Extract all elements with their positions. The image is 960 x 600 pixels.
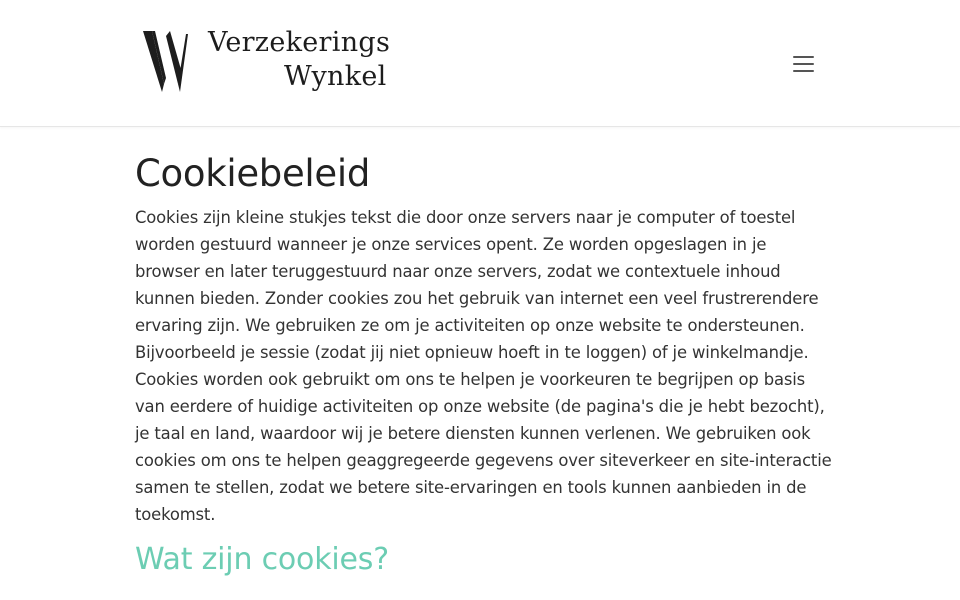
logo-monogram-icon [140,26,190,96]
site-logo[interactable] [140,26,390,102]
intro-paragraph: Cookies zijn kleine stukjes tekst die door onze servers naar je computer of toestel worden gestuurd wanneer je onze services opent. Ze worden opgeslagen in je browser en later teruggestuurd naar onze servers, zodat we contextuele inhoud kunnen bieden. Zonder cookies zou het gebruik van internet een veel frustrerendere ervaring zijn. We gebruiken ze om je activiteiten op onze website te ondersteunen. Bijvoorbeeld je sessie (zodat jij niet opnieuw hoeft in te loggen) of je winkelmandje. [135,208,819,362]
menu-bar-bottom [793,70,814,72]
logo-line-2: Wynkel [284,61,387,92]
site-header [0,0,960,127]
menu-bar-middle [793,63,814,65]
second-paragraph: Cookies worden ook gebruikt om ons te helpen je voorkeuren te begrijpen op basis van eerdere of huidige activiteiten op onze website (de pagina's die je hebt bezocht), je taal en land, waardoor wij je betere diensten kunnen verlenen. We gebruiken ook cookies om ons te helpen geaggregeerde gegevens over siteverkeer en site-interactie samen te stellen, zodat we betere site-ervaringen en tools kunnen aanbieden in de toekomst. [135,370,832,524]
hamburger-menu-icon[interactable] [788,50,820,78]
logo-wordmark [208,26,390,94]
page-title: Cookiebeleid [135,152,371,195]
menu-bar-top [793,56,814,58]
section-heading: Wat zijn cookies? [135,542,389,577]
logo-line-1: Verzekerings [208,27,391,58]
main-content [135,148,835,580]
